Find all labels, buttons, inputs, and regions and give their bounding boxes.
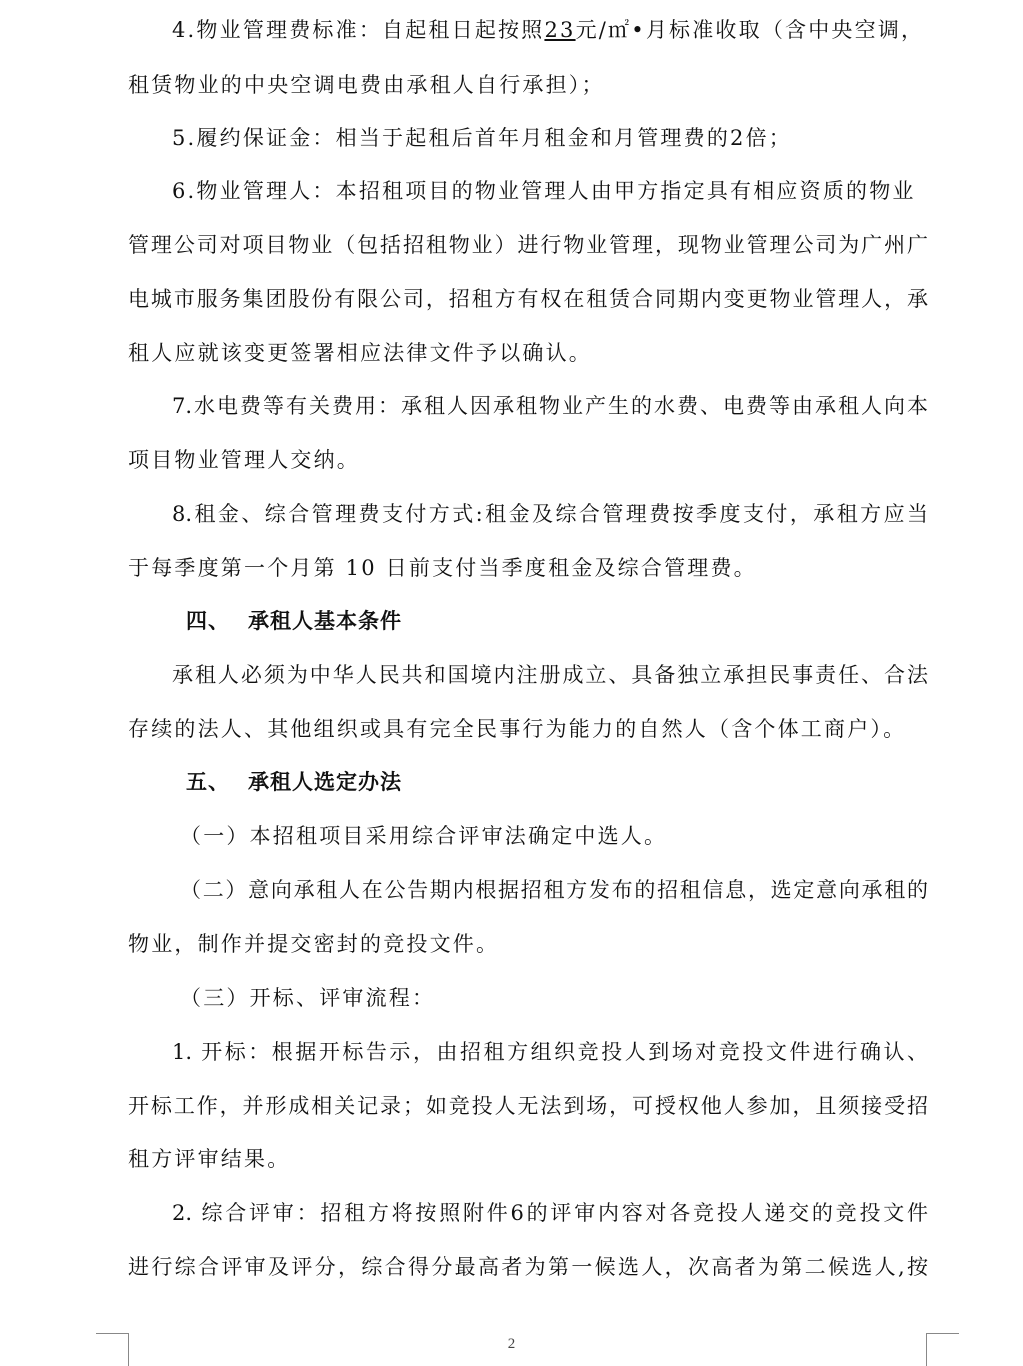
- page-number: 2: [507, 1336, 516, 1352]
- section-title: 承租人选定办法: [248, 770, 402, 794]
- paragraph-property-manager-line3: 电城市服务集团股份有限公司，招租方有权在租赁合同期内变更物业管理人，承: [128, 287, 928, 311]
- text-segment: 4.物业管理费标准：自起租日起按照: [172, 18, 545, 42]
- section-number: 四、: [186, 609, 230, 633]
- section-heading-4: [186, 606, 986, 636]
- section4-body-line1: 承租人必须为中华人民共和国境内注册成立、具备独立承担民事责任、合法: [172, 663, 928, 687]
- step1-line3: 租方评审结果。: [128, 1147, 291, 1171]
- section5-item3: （三）开标、评审流程：: [180, 986, 436, 1010]
- section5-item2-line2: 物业，制作并提交密封的竞投文件。: [128, 932, 500, 956]
- paragraph-utilities-line1: 7.水电费等有关费用：承租人因承租物业产生的水费、电费等由承租人向本: [172, 394, 928, 418]
- paragraph-utilities-line2: 项目物业管理人交纳。: [128, 448, 360, 472]
- section-number: 五、: [186, 770, 230, 794]
- paragraph-property-manager-line2: 管理公司对项目物业（包括招租物业）进行物业管理，现物业管理公司为广州广: [128, 233, 928, 257]
- section5-item1: （一）本招租项目采用综合评审法确定中选人。: [180, 824, 668, 848]
- step1-line2: 开标工作，并形成相关记录；如竞投人无法到场，可授权他人参加，且须接受招: [128, 1094, 928, 1118]
- text-segment: 元/㎡•月标准收取（含中央空调，: [575, 18, 925, 42]
- section-title: 承租人基本条件: [248, 609, 402, 633]
- step2-line2: 进行综合评审及评分，综合得分最高者为第一候选人，次高者为第二候选人,按: [128, 1255, 928, 1279]
- paragraph-property-fee-line1: [172, 15, 928, 45]
- paragraph-property-manager-line1: 6.物业管理人：本招租项目的物业管理人由甲方指定具有相应资质的物业: [172, 179, 916, 203]
- section4-body-line2: 存续的法人、其他组织或具有完全民事行为能力的自然人（含个体工商户）。: [128, 717, 907, 741]
- paragraph-property-fee-line2: 租赁物业的中央空调电费由承租人自行承担）；: [128, 73, 605, 97]
- step2-line1: 2. 综合评审：招租方将按照附件6的评审内容对各竞投人递交的竞投文件: [172, 1201, 928, 1225]
- paragraph-payment-line1: 8.租金、综合管理费支付方式:租金及综合管理费按季度支付，承租方应当: [172, 502, 928, 526]
- step1-line1: 1. 开标：根据开标告示，由招租方组织竞投人到场对竞投文件进行确认、: [172, 1040, 928, 1064]
- section5-item2-line1: （二）意向承租人在公告期内根据招租方发布的招租信息，选定意向承租的: [180, 878, 928, 902]
- paragraph-property-manager-line4: 租人应就该变更签署相应法律文件予以确认。: [128, 341, 592, 365]
- paragraph-payment-line2: 于每季度第一个月第 10 日前支付当季度租金及综合管理费。: [128, 556, 757, 580]
- section-heading-5: [186, 767, 986, 797]
- fee-amount: 23: [544, 18, 576, 42]
- paragraph-deposit: 5.履约保证金：相当于起租后首年月租金和月管理费的2倍；: [172, 126, 792, 150]
